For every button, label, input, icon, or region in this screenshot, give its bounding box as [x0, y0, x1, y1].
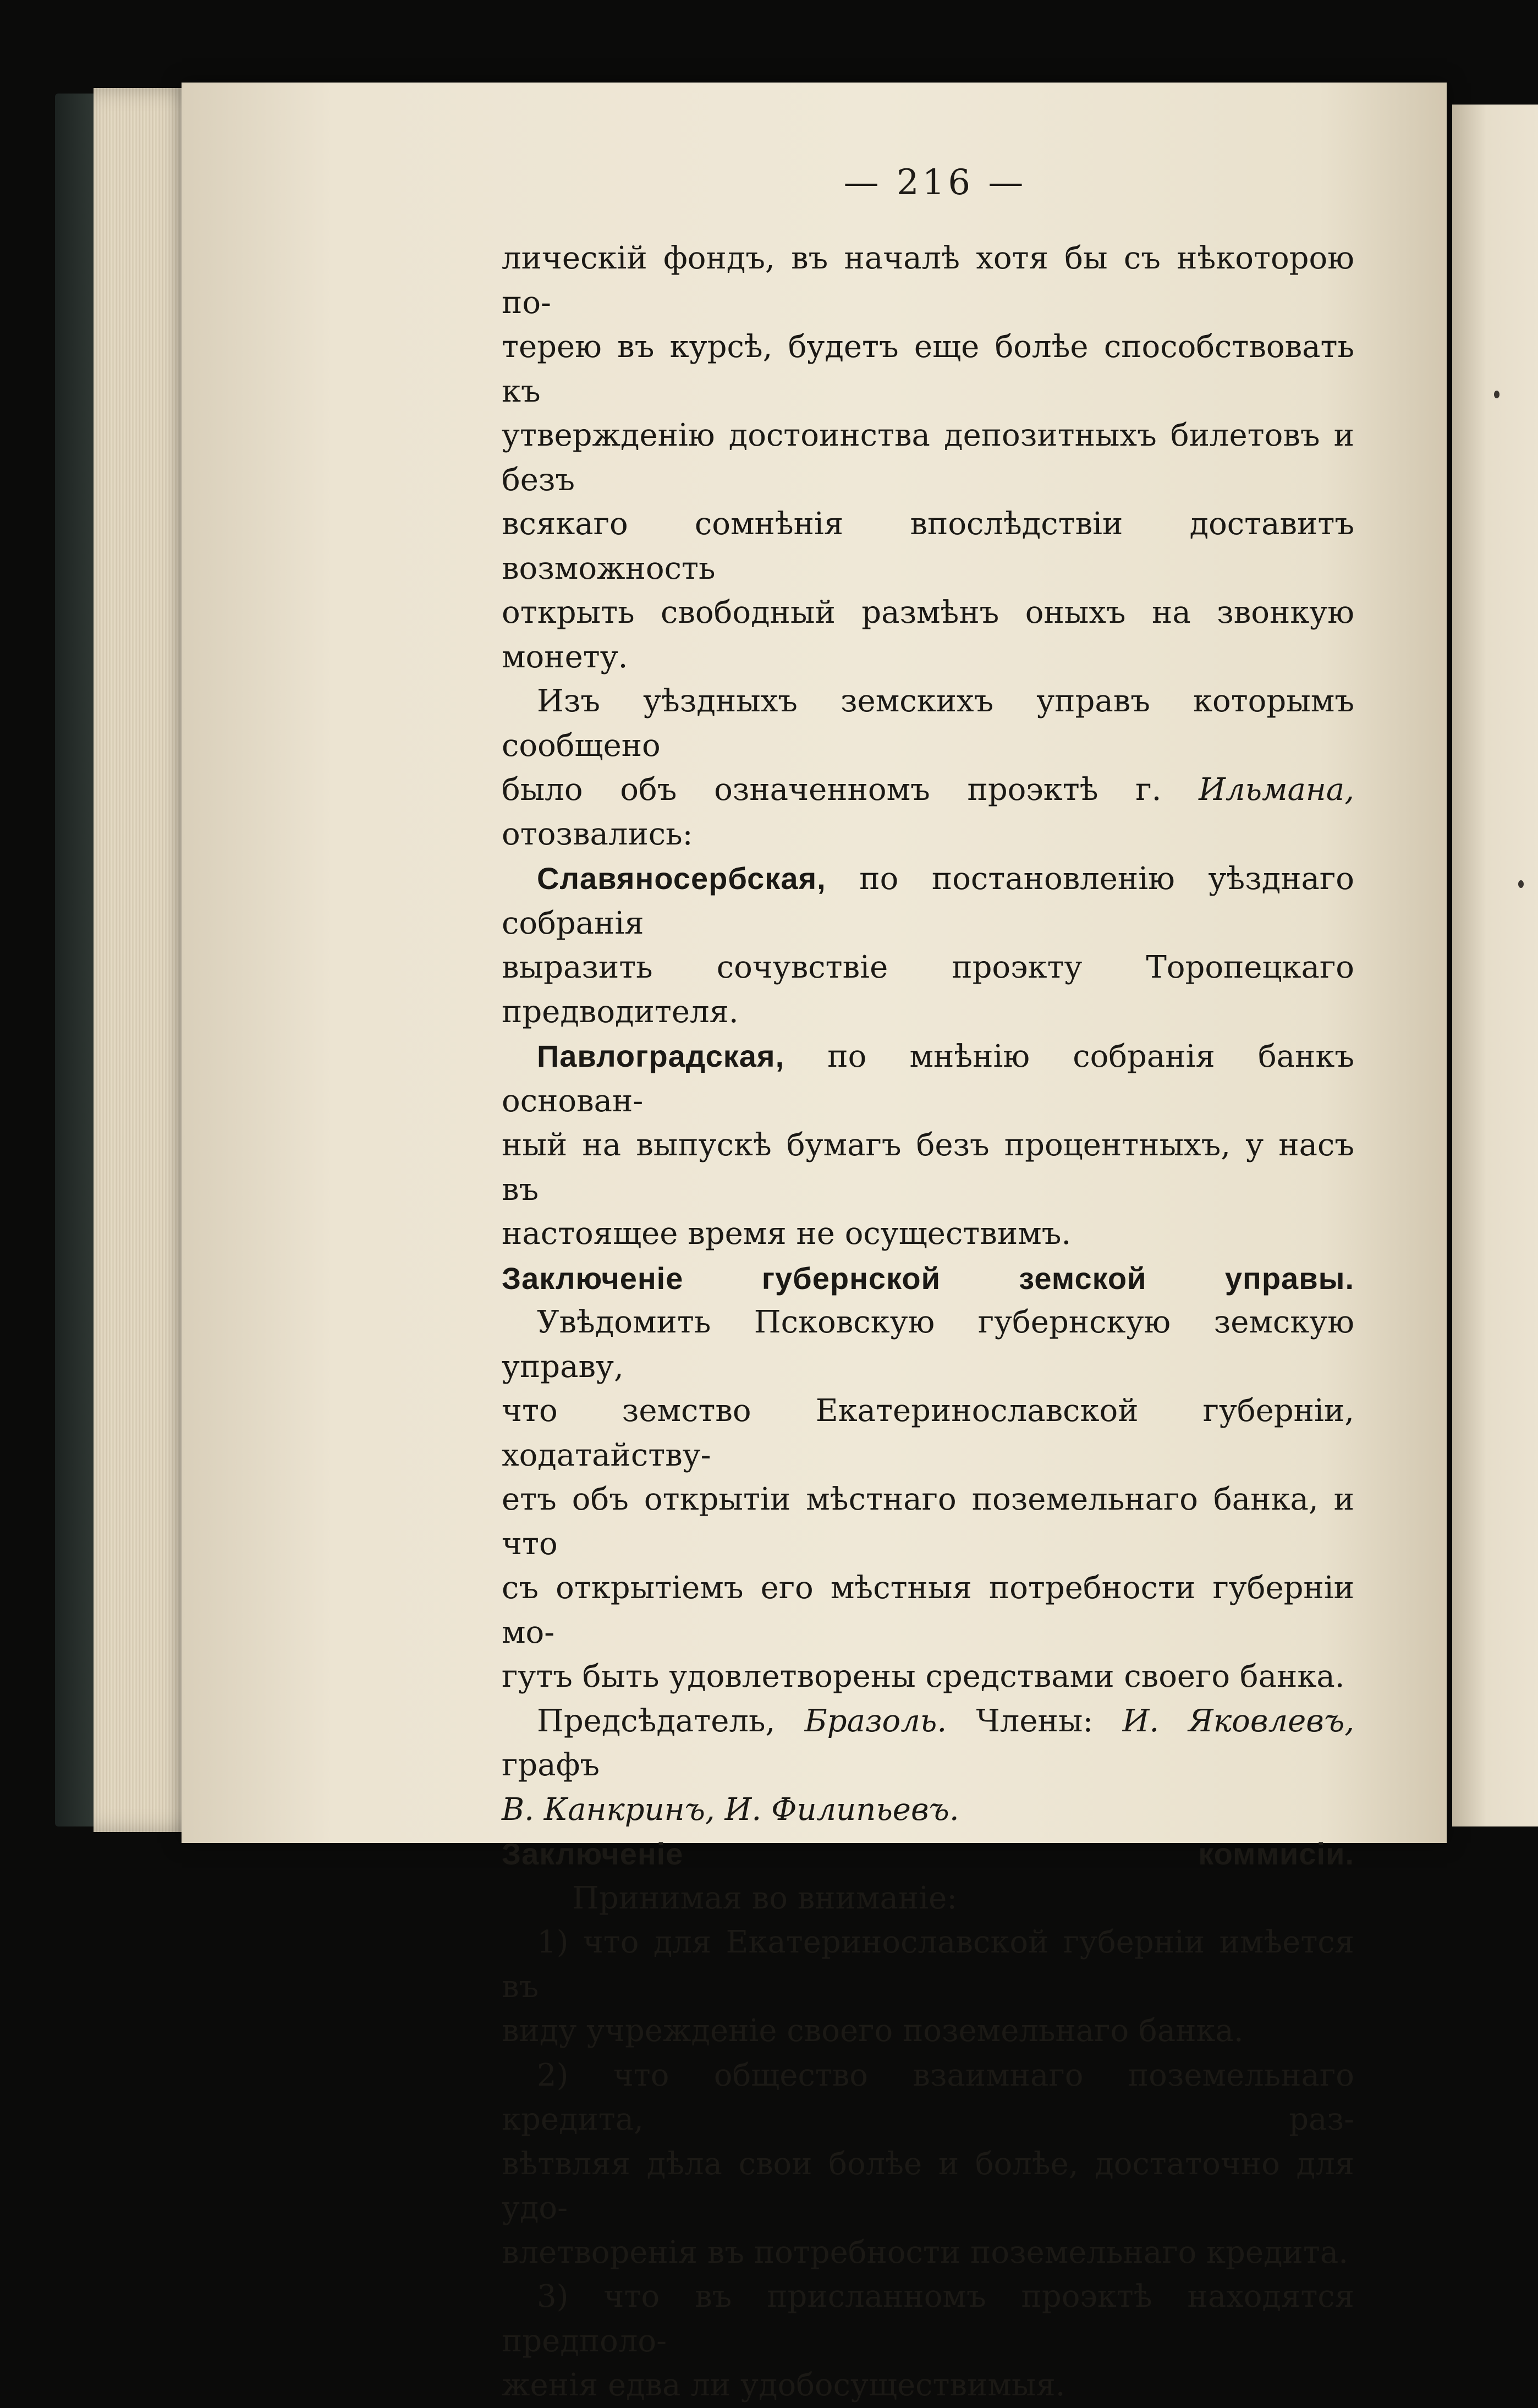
text-line: ный на выпускѣ бумагъ безъ процентныхъ, у насъ въ	[502, 1127, 1354, 1208]
person-name: Бразоль.	[804, 1703, 947, 1739]
text-line: что земство Екатеринославской губерніи, ходатайству-	[502, 1393, 1354, 1473]
list-item-line: вѣтвляя дѣла свои болѣе и болѣе, достаточно для удо-	[502, 2146, 1354, 2226]
text-line: Принимая во вниманіе:	[572, 1880, 958, 1916]
text-line: терею въ курсѣ, будетъ еще болѣе способствовать къ	[502, 329, 1354, 409]
text-line	[502, 857, 1354, 946]
text-span: по мнѣнію собранія банкъ основан-	[502, 1039, 1354, 1119]
list-item-line: влетворенія въ потребности поземельнаго кредита.	[502, 2234, 1349, 2270]
person-name: И. Яковлевъ,	[1122, 1703, 1354, 1739]
text-span: отозвались:	[502, 816, 693, 852]
list-item-line: 3) что въ присланномъ проэктѣ находятся предполо-	[502, 2279, 1354, 2359]
section-heading: Заключеніе коммисіи.	[502, 1836, 1354, 1871]
text-line: Увѣдомить Псковскую губернскую земскую управу,	[502, 1304, 1354, 1385]
text-line: всякаго сомнѣнія впослѣдствіи доставитъ возможность	[502, 506, 1354, 586]
text-line: етъ объ открытіи мѣстнаго поземельнаго банка, и что	[502, 1482, 1354, 1562]
page-number: — 216 —	[843, 162, 1027, 203]
list-item-line: виду учрежденіе своего поземельнаго банка.	[502, 2013, 1244, 2049]
page-text	[502, 237, 1354, 2408]
person-name: Ильмана,	[1199, 772, 1354, 808]
text-line: съ открытіемъ его мѣстныя потребности губерніи мо-	[502, 1570, 1354, 1650]
person-name: И. Филипьевъ.	[715, 1791, 959, 1828]
text-line	[502, 1034, 1354, 1123]
text-span: Предсѣдатель,	[537, 1703, 805, 1739]
district-name: Павлоградская,	[537, 1039, 785, 1073]
facing-page-mark	[1494, 391, 1499, 398]
facing-page	[1452, 105, 1538, 1826]
section-heading: Заключеніе губернской земской управы.	[502, 1260, 1354, 1296]
list-item-line: женія едва ли удобосуществимыя.	[502, 2367, 1065, 2403]
text-span: по постановленію уѣзднаго собранія	[502, 861, 1354, 941]
text-line: настоящее время не осуществимъ.	[502, 1216, 1072, 1252]
text-span: было объ означенномъ проэктѣ г.	[502, 772, 1199, 808]
facing-page-mark	[1518, 880, 1524, 888]
text-line: лическій фондъ, въ началѣ хотя бы съ нѣкоторою по-	[502, 240, 1354, 321]
signature-line	[502, 1699, 1354, 1788]
text-line: утвержденію достоинства депозитныхъ билетовъ и безъ	[502, 418, 1354, 498]
signature-line	[502, 1788, 1354, 1833]
text-line: открыть свободный размѣнъ оныхъ на звонкую монету.	[502, 595, 1354, 675]
text-line: гутъ быть удовлетворены средствами своего банка.	[502, 1659, 1345, 1694]
text-span: графъ	[502, 1747, 600, 1783]
list-item-line: 1) что для Екатеринославской губерніи имѣется въ	[502, 1924, 1354, 2005]
text-line	[502, 768, 1354, 857]
text-line: выразить сочувствіе проэкту Торопецкаго предводителя.	[502, 950, 1354, 1030]
list-item-line: 2) что общество взаимнаго поземельнаго кредита, раз-	[502, 2057, 1354, 2137]
text-span: Члены:	[947, 1703, 1123, 1739]
text-line: Изъ уѣздныхъ земскихъ управъ которымъ сообщено	[502, 683, 1354, 764]
district-name: Славяносербская,	[537, 861, 826, 896]
person-name: В. Канкринъ,	[502, 1791, 715, 1828]
